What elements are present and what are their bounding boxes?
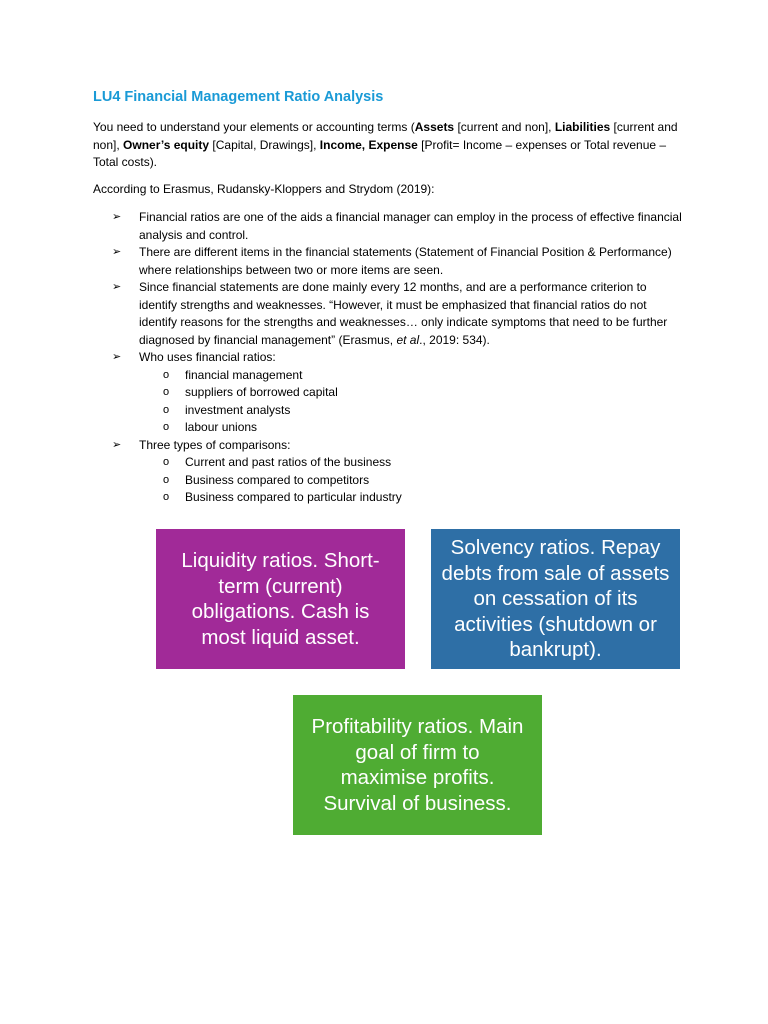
term-assets: Assets xyxy=(414,120,455,134)
sub-list-item xyxy=(139,419,682,437)
intro-text: [current and non], xyxy=(93,120,678,152)
intro-paragraph xyxy=(93,119,683,172)
term-owners-equity: Owner’s equity xyxy=(123,137,210,152)
sub-item-text: labour unions xyxy=(185,420,258,434)
sub-list xyxy=(139,367,682,437)
bullet-list xyxy=(112,209,682,507)
page-title: LU4 Financial Management Ratio Analysis xyxy=(93,89,384,105)
circle-bullet-icon: o xyxy=(163,403,170,416)
intro-text: [Capital, Drawings], xyxy=(209,137,320,152)
list-item xyxy=(112,279,682,349)
sub-list-item xyxy=(139,454,682,472)
profitability-ratios-box xyxy=(293,695,542,835)
list-item xyxy=(112,349,682,437)
sub-item-text: Business compared to particular industry xyxy=(185,490,402,504)
sub-item-text: Business compared to competitors xyxy=(185,472,370,487)
sub-list-item xyxy=(139,472,682,490)
circle-bullet-icon: o xyxy=(163,456,170,468)
arrow-bullet-icon: ➢ xyxy=(112,438,122,451)
circle-bullet-icon: o xyxy=(163,421,170,433)
sub-item-text: suppliers of borrowed capital xyxy=(185,385,338,399)
bullet-text-part: Since financial statements are done mainly every 12 months, and are a performance criterion to identify strengths and weaknesses. “However, it must be emphasized that financial ratios do not identify reasons for the strengths and weaknesses… only indicate symptoms that need to be further diagnosed by financial management” (Erasmus, xyxy=(139,280,668,347)
term-liabilities: Liabilities xyxy=(554,120,611,134)
solvency-ratios-text: Solvency ratios. Repay debts from sale of assets on cessation of its activities (shutdown or bankrupt). xyxy=(441,536,670,662)
liquidity-ratios-text: Liquidity ratios. Short-term (current) obligations. Cash is most liquid asset. xyxy=(181,549,380,649)
bullet-text: Three types of comparisons: xyxy=(139,437,291,452)
term-income-expense: Income, Expense xyxy=(319,137,418,152)
circle-bullet-icon: o xyxy=(163,473,170,486)
source-citation: According to Erasmus, Rudansky-Kloppers and Strydom (2019): xyxy=(93,182,435,196)
sub-list-item xyxy=(139,384,682,402)
arrow-bullet-icon: ➢ xyxy=(112,281,122,293)
arrow-bullet-icon: ➢ xyxy=(112,351,122,363)
bullet-text-part: ., 2019: 534). xyxy=(419,332,490,347)
arrow-bullet-icon: ➢ xyxy=(112,211,122,223)
intro-text: [Profit= Income – expenses or Total revenue – Total costs). xyxy=(93,137,667,169)
circle-bullet-icon: o xyxy=(163,368,170,381)
list-item xyxy=(112,244,682,279)
circle-bullet-icon: o xyxy=(163,491,170,503)
sub-list xyxy=(139,454,682,507)
sub-list-item xyxy=(139,402,682,420)
arrow-bullet-icon: ➢ xyxy=(112,246,122,258)
list-item xyxy=(112,209,682,244)
sub-item-text: Current and past ratios of the business xyxy=(185,455,392,469)
intro-text: You need to understand your elements or accounting terms ( xyxy=(93,120,415,134)
liquidity-ratios-box xyxy=(156,529,405,669)
bullet-text: Who uses financial ratios: xyxy=(139,350,276,364)
bullet-text: There are different items in the financial statements (Statement of Financial Position & Performance) where relationships between two or more items are seen. xyxy=(139,245,672,277)
list-item xyxy=(112,437,682,507)
sub-list-item xyxy=(139,489,682,507)
intro-text: [current and non], xyxy=(454,120,555,134)
sub-item-text: financial management xyxy=(185,367,303,382)
solvency-ratios-box xyxy=(431,529,680,669)
profitability-ratios-text: Profitability ratios. Main goal of firm to maximise profits. Survival of business. xyxy=(311,715,524,815)
circle-bullet-icon: o xyxy=(163,386,170,398)
bullet-text-italic: et al xyxy=(396,332,420,347)
sub-list-item xyxy=(139,367,682,385)
bullet-text xyxy=(139,280,667,347)
sub-item-text: investment analysts xyxy=(185,402,291,417)
bullet-text: Financial ratios are one of the aids a financial manager can employ in the process of effective financial analysis and control. xyxy=(139,210,682,242)
